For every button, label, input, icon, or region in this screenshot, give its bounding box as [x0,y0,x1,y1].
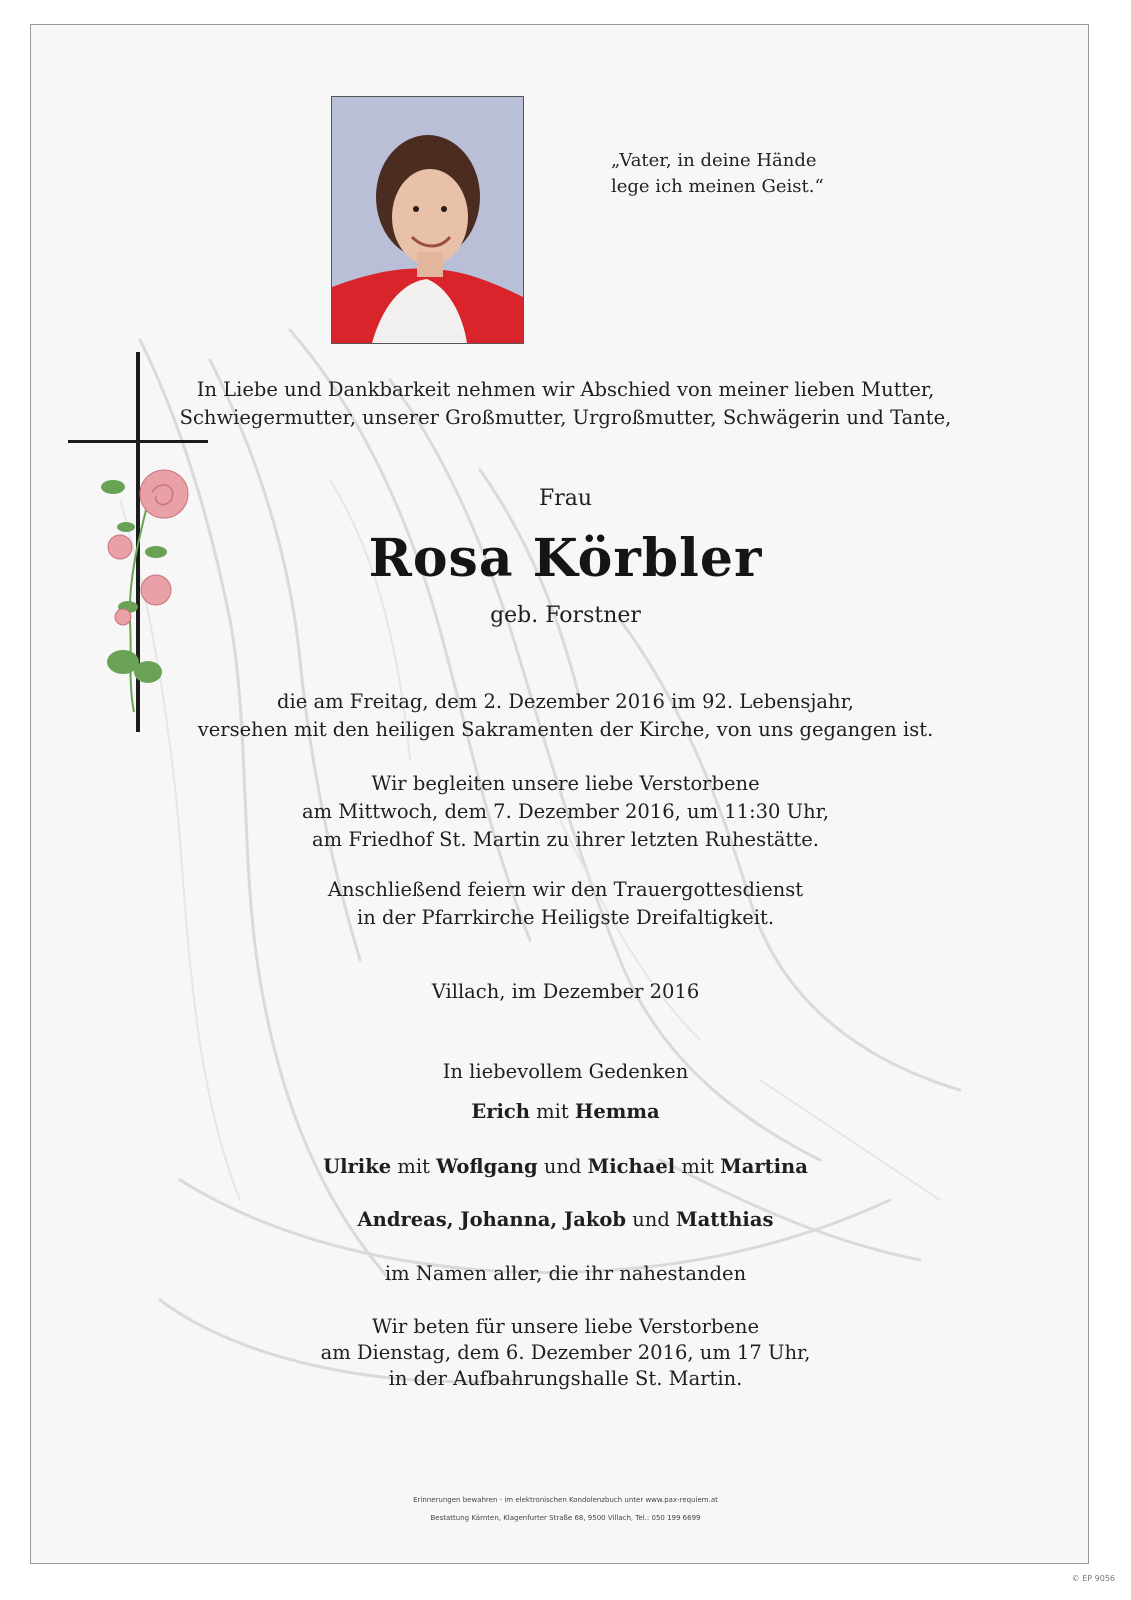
prayer-info [0,1314,1131,1392]
funeral-info [0,770,1131,854]
mourners-row [0,1100,1131,1123]
death-line: versehen mit den heiligen Sakramenten der Kirche, von uns gegangen ist. [197,718,934,741]
place-date: Villach, im Dezember 2016 [431,980,700,1003]
prayer-line: in der Aufbahrungshalle St. Martin. [388,1367,743,1390]
quote-line: „Vater, in deine Hände [611,150,817,171]
connector: mit [529,1100,575,1123]
mourner-name: Ulrike [323,1155,392,1178]
mourner-name: Michael [587,1155,676,1178]
mass-line: in der Pfarrkirche Heiligste Dreifaltigkeit. [356,906,775,929]
mass-info [0,876,1131,932]
deceased-name: Rosa Körbler [368,528,763,589]
mourner-name: Andreas, Johanna, Jakob [357,1208,626,1231]
template-code: © EP 9056 [1071,1574,1115,1583]
footer-condolence: Erinnerungen bewahren - im elektronischen Kondolenzbuch unter www.pax-requiem.at [413,1496,718,1504]
intro-text [0,376,1131,432]
mass-line: Anschließend feiern wir den Trauergottesdienst [327,878,804,901]
salutation: Frau [538,486,593,511]
mourner-name: Woflgang [436,1155,538,1178]
quote-line: lege ich meinen Geist.“ [611,176,824,197]
funeral-line: Wir begleiten unsere liebe Verstorbene [371,772,760,795]
connector: und [537,1155,588,1178]
mourners-row [0,1208,1131,1231]
prayer-line: Wir beten für unsere liebe Verstorbene [371,1315,760,1338]
death-notice [0,688,1131,744]
mourner-name: Matthias [676,1208,774,1231]
mourner-name: Hemma [574,1100,660,1123]
portrait-photo [331,96,524,344]
footer-undertaker: Bestattung Kärnten, Klagenfurter Straße 68, 9500 Villach, Tel.: 050 199 6699 [430,1514,701,1522]
connector: mit [675,1155,721,1178]
connector: und [626,1208,676,1231]
death-line: die am Freitag, dem 2. Dezember 2016 im 92. Lebensjahr, [277,690,854,713]
mourners-closing: im Namen aller, die ihr nahestanden [384,1262,747,1285]
prayer-line: am Dienstag, dem 6. Dezember 2016, um 17 Uhr, [320,1341,811,1364]
mourners-heading: In liebevollem Gedenken [442,1060,689,1083]
intro-line: Schwiegermutter, unserer Großmutter, Urgroßmutter, Schwägerin und Tante, [179,406,952,429]
funeral-line: am Mittwoch, dem 7. Dezember 2016, um 11:30 Uhr, [301,800,830,823]
intro-line: In Liebe und Dankbarkeit nehmen wir Abschied von meiner lieben Mutter, [196,378,935,401]
mourners-row [0,1155,1131,1178]
scripture-quote [611,148,871,200]
mourner-name: Martina [720,1155,808,1178]
funeral-line: am Friedhof St. Martin zu ihrer letzten Ruhestätte. [312,828,819,851]
mourner-name: Erich [471,1100,530,1123]
maiden-name: geb. Forstner [490,603,641,628]
connector: mit [391,1155,437,1178]
